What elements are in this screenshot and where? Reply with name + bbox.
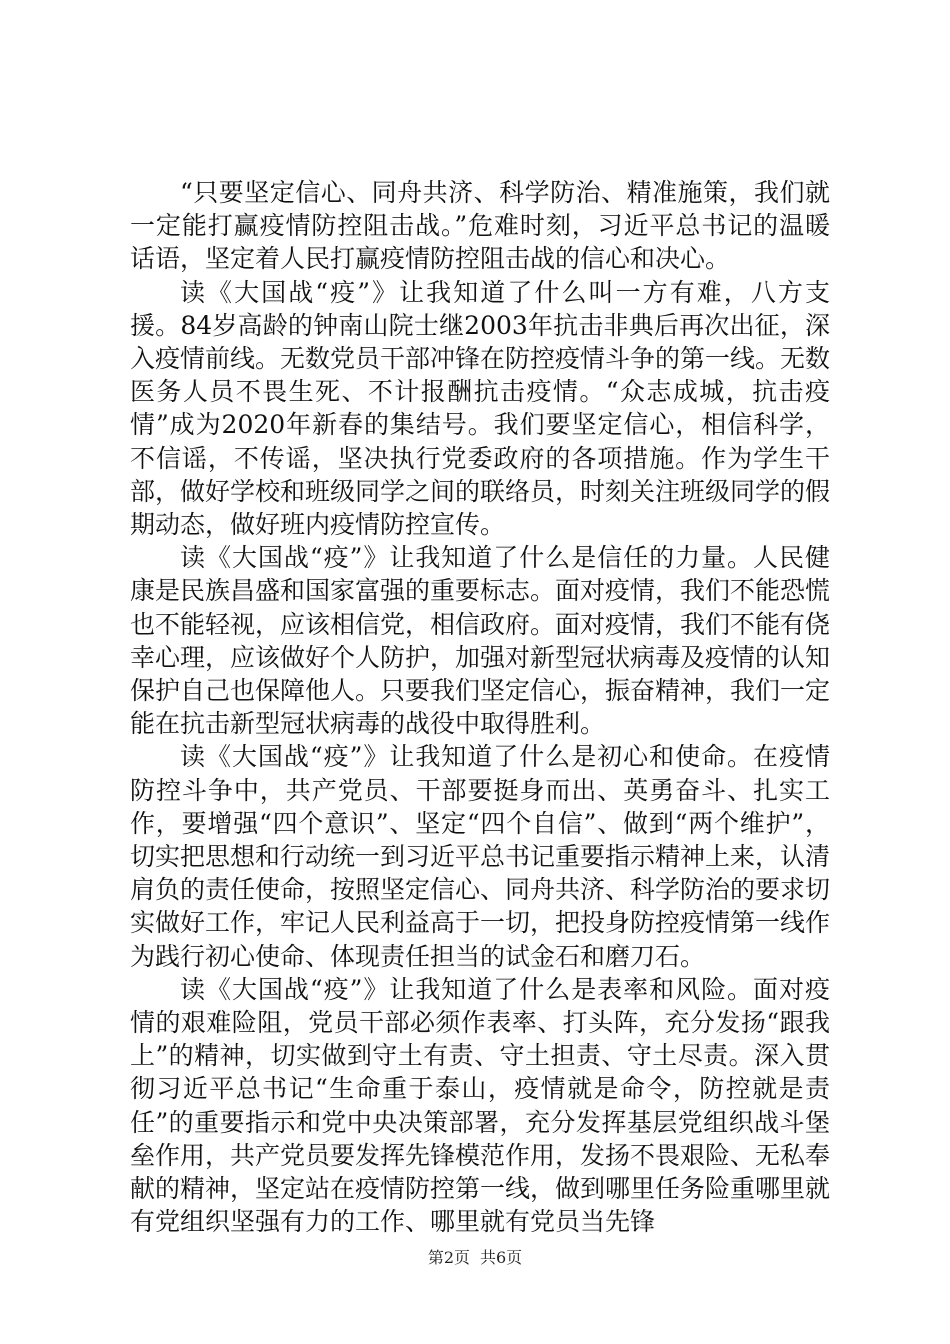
document-body: [130, 176, 830, 1239]
page-number-current: 第2页: [427, 1248, 470, 1267]
paragraph-4: 读《大国战“疫”》让我知道了什么是初心和使命。在疫情防控斗争中，共产党员、干部要挺身而出、英勇奋斗、扎实工作，要增强“四个意识”、坚定“四个自信”、做到“两个维护”，切实把思想和行动统一到习近平总书记重要指示精神上来，认清肩负的责任使命，按照坚定信心、同舟共济、科学防治的要求切实做好工作，牢记人民利益高于一切，把投身防控疫情第一线作为践行初心使命、体现责任担当的试金石和磨刀石。: [130, 742, 831, 971]
paragraph-2: 读《大国战“疫”》让我知道了什么叫一方有难，八方支援。84岁高龄的钟南山院士继2003年抗击非典后再次出征，深入疫情前线。无数党员干部冲锋在防控疫情斗争的第一线。无数医务人员不畏生死、不计报酬抗击疫情。“众志成城，抗击疫情”成为2020年新春的集结号。我们要坚定信心，相信科学，不信谣，不传谣，坚决执行党委政府的各项措施。作为学生干部，做好学校和班级同学之间的联络员，时刻关注班级同学的假期动态，做好班内疫情防控宣传。: [130, 277, 831, 540]
paragraph-3: 读《大国战“疫”》让我知道了什么是信任的力量。人民健康是民族昌盛和国家富强的重要标志。面对疫情，我们不能恐慌也不能轻视，应该相信党，相信政府。面对疫情，我们不能有侥幸心理，应该做好个人防护，加强对新型冠状病毒及疫情的认知保护自己也保障他人。只要我们坚定信心，振奋精神，我们一定能在抗击新型冠状病毒的战役中取得胜利。: [130, 543, 831, 739]
paragraph-1: “只要坚定信心、同舟共济、科学防治、精准施策，我们就一定能打赢疫情防控阻击战。”危难时刻，习近平总书记的温暖话语，坚定着人民打赢疫情防控阻击战的信心和决心。: [130, 178, 830, 274]
page-footer: [0, 1245, 950, 1268]
paragraph-5: 读《大国战“疫”》让我知道了什么是表率和风险。面对疫情的艰难险阻，党员干部必须作表率、打头阵，充分发扬“跟我上”的精神，切实做到守土有责、守土担责、守土尽责。深入贯彻习近平总书记“生命重于泰山，疫情就是命令，防控就是责任”的重要指示和党中央决策部署，充分发挥基层党组织战斗堡垒作用，共产党员要发挥先锋模范作用，发扬不畏艰险、无私奉献的精神，坚定站在疫情防控第一线，做到哪里任务险重哪里就有党组织坚强有力的工作、哪里就有党员当先锋: [130, 974, 831, 1237]
page-number-total: 共6页: [480, 1248, 523, 1267]
